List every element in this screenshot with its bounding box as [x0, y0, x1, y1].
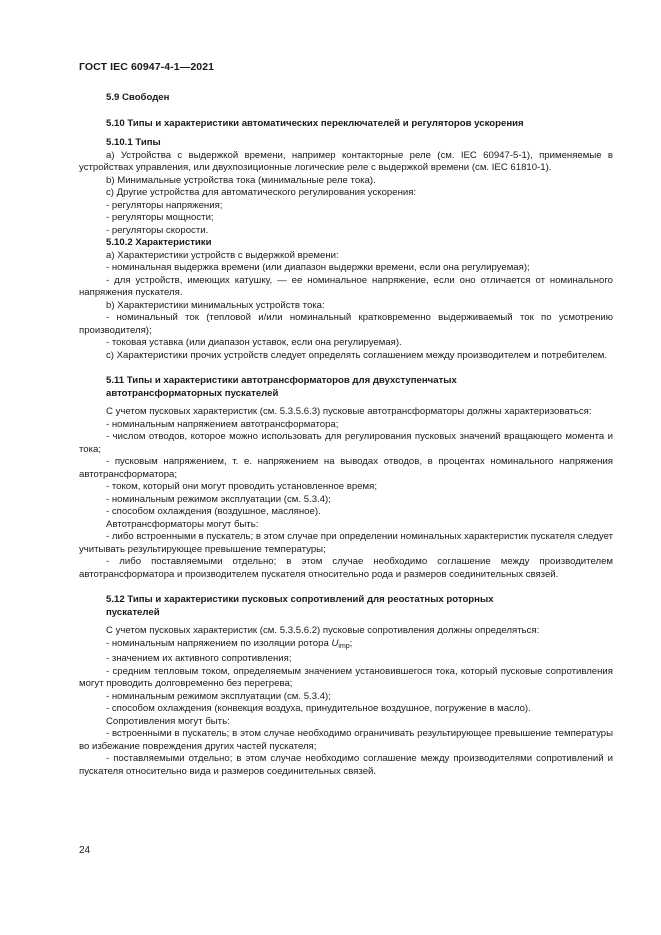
- list-item: - пусковым напряжением, т. е. напряжением на выводах отводов, в процентах номинального напряжения автотрансформатора;: [79, 456, 613, 480]
- list-item: [79, 638, 613, 654]
- list-item: - регуляторы напряжения;: [106, 199, 223, 211]
- paragraph: b) Характеристики минимальных устройств тока:: [106, 299, 325, 311]
- list-item: - средним тепловым током, определяемым значением установившегося тока, который пусковые сопротивления могут проводить долговременно без перегрева;: [79, 665, 613, 689]
- rotor-voltage-subscript: imp: [338, 642, 350, 650]
- paragraph: c) Другие устройства для автоматического регулирования ускорения:: [106, 187, 417, 198]
- list-item: - поставляемыми отдельно; в этом случае необходимо соглашение между производителями сопротивлений и пускателя относительно вида и размеров соединительных связей.: [79, 753, 613, 777]
- list-item: - номинальная выдержка времени (или диапазон выдержки времени, если она регулируемая);: [106, 262, 530, 273]
- section-5-9-heading: 5.9 Свободен: [106, 92, 170, 103]
- document-header: ГОСТ IEC 60947-4-1—2021: [79, 61, 215, 73]
- list-item: - номинальным режимом эксплуатации (см. 5.3.4);: [106, 690, 331, 702]
- section-5-12-heading: [79, 594, 613, 619]
- list-item: - токовая уставка (или диапазон уставок, если она регулируемая).: [106, 337, 402, 348]
- list-item: - регуляторы скорости.: [106, 224, 209, 236]
- paragraph: b) Минимальные устройства тока (минимальные реле тока).: [106, 174, 376, 186]
- paragraph: а) Характеристики устройств с выдержкой времени:: [106, 249, 339, 261]
- paragraph: Автотрансформаторы могут быть:: [106, 518, 259, 530]
- list-item-text: - номинальным напряжением по изоляции ротора: [106, 637, 332, 649]
- section-5-11-heading: [79, 375, 613, 400]
- list-item: - встроенными в пускатель; в этом случае необходимо ограничивать результирующее превышение температуры во избежание повреждения других частей пускателя;: [79, 728, 613, 752]
- list-item: - номинальный ток (тепловой и/или номинальный кратковременно выдерживаемый ток по усмотрению производителя);: [79, 312, 613, 336]
- list-item: - либо встроенными в пускатель; в этом случае при определении номинальных характеристик пускателя следует учитывать результирующее превышение температуры;: [79, 531, 613, 555]
- rotor-voltage-symbol: U: [331, 637, 339, 649]
- heading-line: пускателей: [106, 606, 160, 618]
- heading-line: 5.11 Типы и характеристики автотрансформаторов для двухступенчатых: [106, 375, 457, 386]
- list-item: - регуляторы мощности;: [106, 212, 214, 223]
- list-item: - номинальным режимом эксплуатации (см. 5.3.4);: [106, 493, 331, 505]
- list-item-punct: ;: [349, 637, 353, 649]
- list-item: - способом охлаждения (конвекция воздуха, принудительное воздушное, погружение в масло).: [106, 703, 531, 714]
- page-content: [79, 92, 613, 778]
- heading-line: 5.12 Типы и характеристики пусковых сопротивлений для реостатных роторных: [106, 594, 494, 605]
- paragraph: Сопротивления могут быть:: [106, 715, 230, 727]
- list-item: - числом отводов, которое можно использовать для регулирования пусковых значений вращающего момента и тока;: [79, 431, 613, 455]
- paragraph: С учетом пусковых характеристик (см. 5.3.5.6.3) пусковые автотрансформаторы должны характеризоваться:: [106, 406, 592, 417]
- list-item: - для устройств, имеющих катушку, — ее номинальное напряжение, если оно отличается от номинального напряжения пускателя.: [79, 274, 613, 298]
- list-item: - током, который они могут проводить установленное время;: [106, 481, 378, 492]
- section-5-10-2-heading: 5.10.2 Характеристики: [106, 237, 212, 248]
- paragraph: С учетом пусковых характеристик (см. 5.3.5.6.2) пусковые сопротивления должны определяться:: [106, 625, 540, 636]
- list-item: - либо поставляемыми отдельно; в этом случае необходимо соглашение между производителем автотрансформатора и производителем пускателя относительно рода и размеров соединительных связей.: [79, 556, 613, 580]
- list-item: - способом охлаждения (воздушное, масляное).: [106, 506, 321, 517]
- paragraph: а) Устройства с выдержкой времени, например контакторные реле (см. IEC 60947-5-1), применяемые в устройствах управления, или двухпозиционные логические реле с выдержкой времени (см. IEC 61810-1).: [79, 149, 613, 173]
- heading-line: автотрансформаторных пускателей: [106, 387, 279, 399]
- section-5-10-1-heading: 5.10.1 Типы: [106, 137, 161, 148]
- list-item: - номинальным напряжением автотрансформатора;: [106, 418, 339, 430]
- list-item: - значением их активного сопротивления;: [106, 653, 292, 664]
- section-5-10-heading: 5.10 Типы и характеристики автоматических переключателей и регуляторов ускорения: [106, 117, 524, 129]
- page-number: 24: [79, 845, 91, 856]
- paragraph: c) Характеристики прочих устройств следует определять соглашением между производителем и потребителем.: [106, 349, 608, 361]
